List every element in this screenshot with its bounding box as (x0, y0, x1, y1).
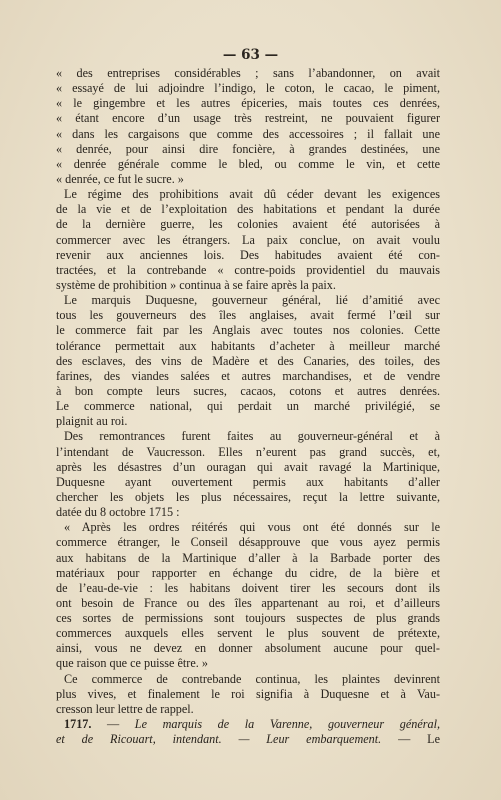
text-line: Duquesne ayant ouvertement permis aux habitants d’aller (56, 474, 440, 489)
text-line: « des entreprises considérables ; sans l’abandonner, on avait (56, 66, 440, 80)
text-line: l’intendant de Vaucresson. Elles n’eurent pas grand succès, et, (56, 444, 440, 459)
text-line: cresson leur lettre de rappel. (56, 701, 194, 716)
text-line: Des remontrances furent faites au gouverneur-général et à (64, 429, 440, 444)
section-title-part-1: Le marquis de la Varenne, gouverneur général, (134, 717, 440, 732)
text-line: tractées, et la contrebande « contre-poids providentiel du mauvais (56, 262, 440, 277)
text-line: commercer avec les étrangers. La paix conclue, on avait voulu (56, 232, 440, 247)
text-line: tolérance permettait aux habitants d’acheter à meilleur marché (56, 338, 440, 353)
section-title-tail: — Le (381, 732, 440, 747)
text-line: de la dernière guerre, les colonies avaient été autorisées à (56, 217, 440, 232)
text-line: ont besoin de France ou des îles appartenant au roi, et d’ailleurs (56, 595, 440, 610)
text-line: que raison que ce puisse être. » (56, 656, 208, 671)
text-line: à bon compte leurs sucres, cacaos, cotons et autres denrées. (56, 383, 440, 398)
text-line: des esclaves, des vins de Madère et des Canaries, des toiles, des (56, 353, 440, 368)
text-line: plaignit au roi. (56, 414, 128, 429)
text-line: « denrée générale comme le bled, ou comme le vin, et cette (56, 156, 440, 171)
text-line: datée du 8 octobre 1715 : (56, 505, 180, 520)
page-number: — 63 — (222, 47, 279, 63)
text-line: matériaux pour rapporter en échange du cidre, de la bière et (56, 565, 440, 580)
text-line: système de prohibition » continua à se faire après la paix. (56, 277, 336, 292)
text-line: Ce commerce de contrebande continua, les plaintes devinrent (64, 671, 440, 686)
text-line: « le gingembre et les autres épiceries, mais toutes ces denrées, (56, 96, 440, 111)
text-line: chercher les objets les plus nécessaires, reçut la lettre suivante, (56, 489, 440, 504)
section-title-part-2: et de Ricouart, intendant. — Leur embarquement. (56, 732, 382, 747)
section-dash: — (91, 717, 135, 732)
section-heading-line-2 (56, 732, 440, 747)
text-line: ces sortes de permissions sont toujours suspectes de plus grands (56, 611, 440, 626)
text-line: Le marquis Duquesne, gouverneur général, lié d’amitié avec (64, 293, 440, 308)
text-line: le commerce fait par les Anglais avec toutes nos colonies. Cette (56, 323, 440, 338)
text-line: commerce étranger, le Conseil désapprouve que vous ayez permis (56, 535, 440, 550)
text-line: « essayé de lui adjoindre l’indigo, le coton, le cacao, le piment, (56, 81, 440, 96)
text-line: farines, des viandes salées et autres marchandises, et de vendre (56, 368, 440, 383)
text-line: plus vives, et finalement le roi signifia à Duquesne et à Vau- (56, 686, 440, 701)
text-line: « dans les cargaisons que comme des accessoires ; il fallait une (56, 126, 440, 141)
text-line: de l’eau-de-vie : les habitans doivent tirer les secours dont ils (56, 580, 440, 595)
body-text (56, 66, 440, 747)
section-date: 1717. (64, 717, 92, 732)
text-line: « denrée, ce fut le sucre. » (56, 171, 184, 186)
text-line: Le commerce national, qui perdait un marché privilégié, se (56, 399, 440, 414)
section-heading-line-1 (56, 717, 440, 732)
text-line: tous les gouverneurs des îles anglaises, avait fermé l’œil sur (56, 308, 440, 323)
text-line: commerces auxquels elles servent le plus souvent de prétexte, (56, 626, 440, 641)
text-line: « denrée, pour ainsi dire foncière, à grandes destinées, une (56, 141, 440, 156)
text-line: revenir aux anciennes lois. Des habitudes avaient été con- (56, 247, 440, 262)
text-line: ainsi, vous ne devez en donner absolument aucune pour quel- (56, 641, 440, 656)
text-line: « Après les ordres réitérés qui vous ont été donnés sur le (64, 520, 440, 535)
text-line: Le régime des prohibitions avait dû céder devant les exigences (64, 187, 440, 202)
text-line: aux habitans de la Martinique d’aller à la Barbade porter des (56, 550, 440, 565)
text-line: après les désastres d’un ouragan qui avait ravagé la Martinique, (56, 459, 440, 474)
text-line: « étant encore d’un usage très restreint, ne pouvaient figurer (56, 111, 440, 126)
text-line: de la vie et de l’exploitation des habitations et pendant la durée (56, 202, 440, 217)
